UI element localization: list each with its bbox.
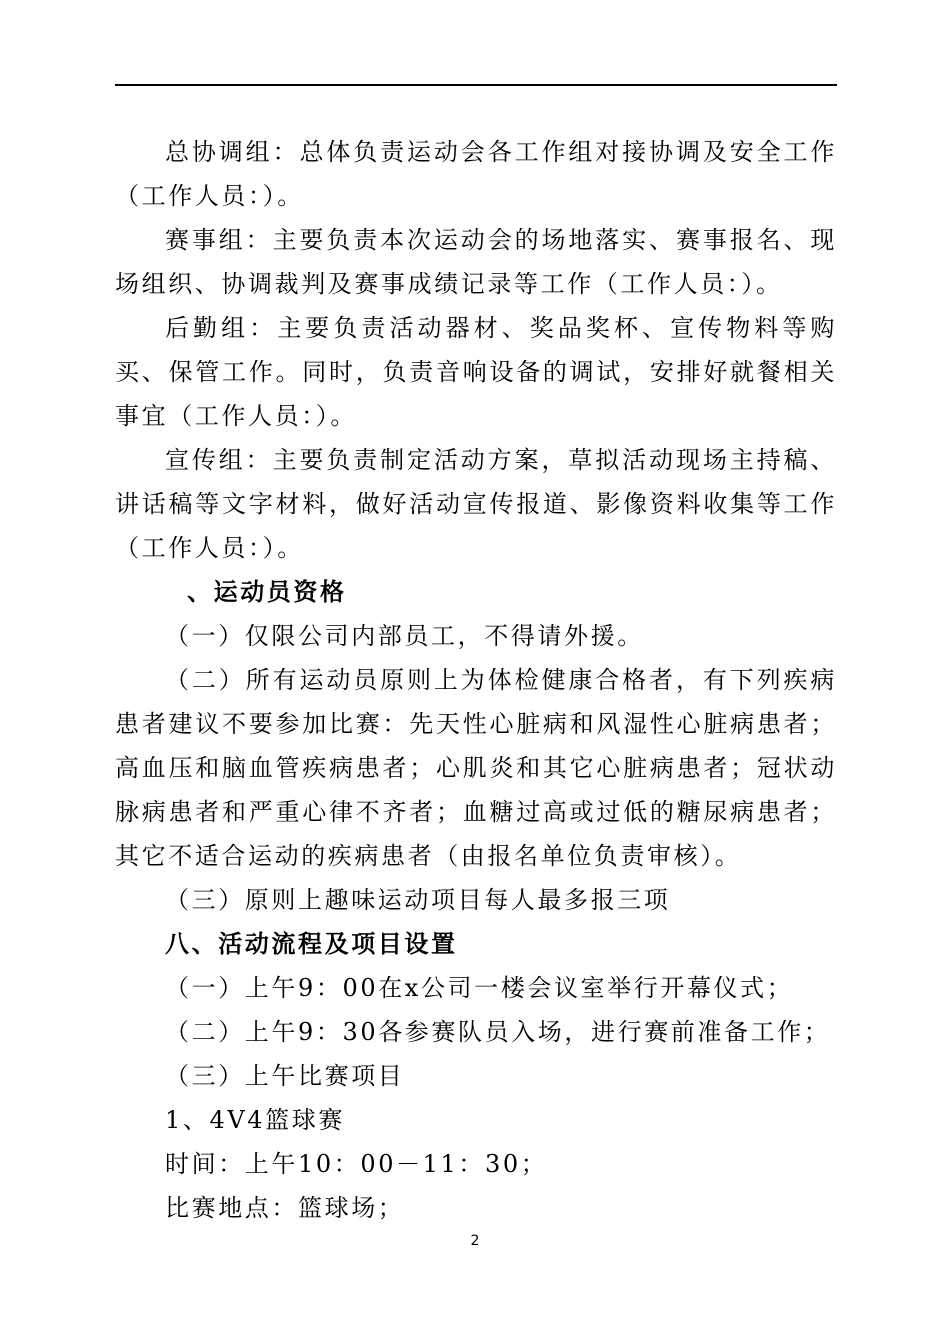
page-number: 2 — [470, 1233, 480, 1249]
paragraph-competition-group: 赛事组：主要负责本次运动会的场地落实、赛事报名、现场组织、协调裁判及赛事成绩记录等工作（工作人员：）。 — [115, 226, 837, 298]
paragraph-eligibility-1: （一）仅限公司内部员工，不得请外援。 — [165, 622, 644, 650]
paragraph-eligibility-2: （二）所有运动员原则上为体检健康合格者，有下列疾病患者建议不要参加比赛：先天性心脏病和风湿性心脏病患者；高血压和脑血管疾病患者；心肌炎和其它心脏病患者；冠状动脉病患者和严重心律不齐者；血糖过高或过低的糖尿病患者；其它不适合运动的疾病患者（由报名单位负责审核）。 — [115, 666, 837, 870]
paragraph-process-3: （三）上午比赛项目 — [165, 1062, 405, 1090]
paragraph-basketball-time: 时间：上午10：00－11：30； — [165, 1150, 548, 1178]
paragraph-basketball-venue: 比赛地点：篮球场； — [165, 1194, 405, 1222]
section-heading-activity-process: 八、活动流程及项目设置 — [165, 930, 458, 958]
section-heading-athlete-eligibility: 、运动员资格 — [187, 578, 347, 606]
paragraph-logistics-group: 后勤组：主要负责活动器材、奖品奖杯、宣传物料等购买、保管工作。同时，负责音响设备的调试，安排好就餐相关事宜（工作人员：）。 — [115, 314, 837, 430]
paragraph-process-2: （二）上午9：30各参赛队员入场，进行赛前准备工作； — [165, 1018, 831, 1046]
document-body — [115, 130, 837, 1230]
paragraph-coordination-group: 总协调组：总体负责运动会各工作组对接协调及安全工作（工作人员：）。 — [115, 138, 837, 210]
paragraph-process-1: （一）上午9：00在x公司一楼会议室举行开幕仪式； — [165, 974, 794, 1002]
paragraph-eligibility-3: （三）原则上趣味运动项目每人最多报三项 — [165, 886, 671, 914]
header-rule — [115, 84, 837, 86]
paragraph-publicity-group: 宣传组：主要负责制定活动方案，草拟活动现场主持稿、讲话稿等文字材料，做好活动宣传报道、影像资料收集等工作（工作人员：）。 — [115, 446, 837, 562]
paragraph-basketball-item: 1、4V4篮球赛 — [165, 1106, 345, 1134]
